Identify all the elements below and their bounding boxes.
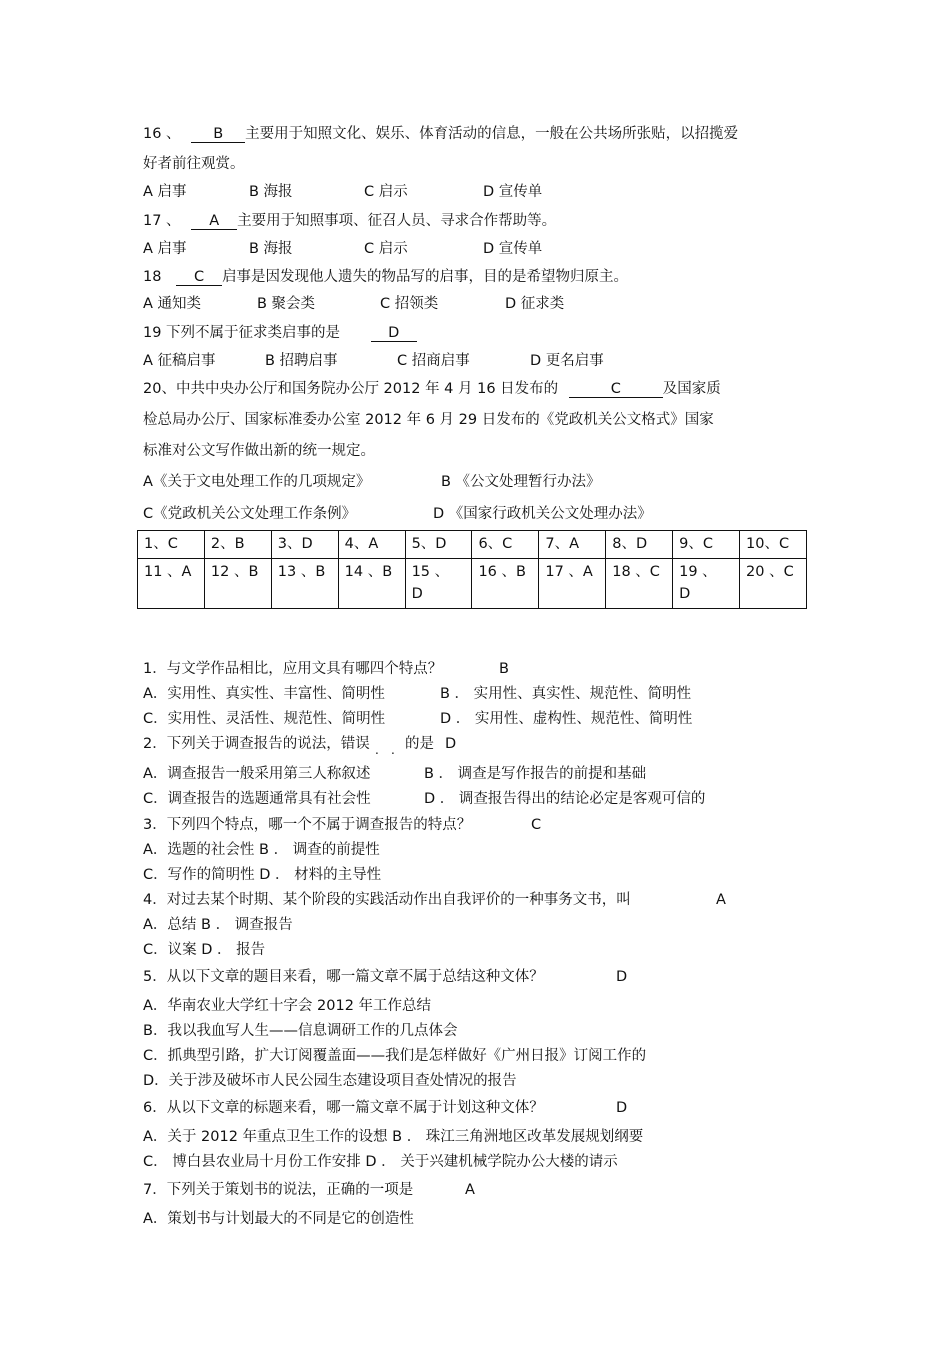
question-17 xyxy=(143,212,556,230)
p2-question-5-option-d: D．关于涉及破坏市人民公园生态建设项目查处情况的报告 xyxy=(143,1073,517,1089)
option-c: C《党政机关公文处理工作条例》 xyxy=(143,506,357,522)
option-c: C 启示 xyxy=(364,184,408,200)
answer-key-table xyxy=(137,530,807,609)
option-d: D 更名启事 xyxy=(530,353,604,369)
p2-question-1-options-ab xyxy=(143,685,843,705)
table-cell: 2、B xyxy=(204,531,271,559)
option-a: A 通知类 xyxy=(143,296,202,312)
table-row xyxy=(138,531,807,559)
option-d: D 征求类 xyxy=(505,296,565,312)
answer: D xyxy=(616,1100,628,1116)
p2-question-7-option-a: A．策划书与计划最大的不同是它的创造性 xyxy=(143,1211,414,1227)
table-cell: 4、A xyxy=(338,531,405,559)
p2-question-3-options-cd: C．写作的简明性 D ． 材料的主导性 xyxy=(143,867,382,883)
p2-question-3-options-ab: A．选题的社会性 B ． 调查的前提性 xyxy=(143,842,380,858)
question-text: 3．下列四个特点，哪一个不属于调查报告的特点？ xyxy=(143,817,472,833)
question-text-tail: 的是 xyxy=(405,736,434,752)
option-c: C 启示 xyxy=(364,241,408,257)
question-19 xyxy=(143,324,417,342)
answer: C xyxy=(531,817,542,833)
question-number: 18 xyxy=(143,269,162,285)
option-a: A 征稿启事 xyxy=(143,353,216,369)
question-text: 2．下列关于调查报告的说法，错误 xyxy=(143,736,370,752)
table-cell: 18 、C xyxy=(606,559,673,609)
question-20 xyxy=(143,380,721,398)
table-cell: 15 、 D xyxy=(405,559,472,609)
table-cell: 17 、A xyxy=(539,559,606,609)
answer: A xyxy=(465,1182,475,1198)
p2-question-5 xyxy=(143,968,843,988)
answer-blank: B xyxy=(191,126,245,143)
question-text: 主要用于知照事项、征召人员、寻求合作帮助等。 xyxy=(237,213,557,229)
p2-question-2 xyxy=(143,735,843,755)
question-number: 16 、 xyxy=(143,126,181,142)
p2-question-6-options-ab: A．关于 2012 年重点卫生工作的设想 B ． 珠江三角洲地区改革发展规划纲要 xyxy=(143,1129,644,1145)
answer-blank: C xyxy=(569,381,663,398)
question-17-options xyxy=(143,240,843,260)
option-d: D 《国家行政机关公文处理办法》 xyxy=(433,506,652,522)
option-a: A．实用性、真实性、丰富性、简明性 xyxy=(143,686,385,702)
question-18 xyxy=(143,268,628,286)
option-b: B 《公文处理暂行办法》 xyxy=(441,474,601,490)
table-cell: 11 、A xyxy=(138,559,205,609)
p2-question-4-options-cd: C．议案 D ． 报告 xyxy=(143,942,266,958)
table-cell: 1、C xyxy=(138,531,205,559)
answer-blank: D xyxy=(371,325,417,342)
option-a: A．调查报告一般采用第三人称叙述 xyxy=(143,766,371,782)
table-cell: 20 、C xyxy=(740,559,807,609)
question-text: 主要用于知照文化、娱乐、体育活动的信息，一般在公共场所张贴，以招揽爱 xyxy=(245,126,739,142)
question-text: 5．从以下文章的题目来看，哪一篇文章不属于总结这种文体？ xyxy=(143,969,544,985)
table-cell: 3、D xyxy=(271,531,338,559)
p2-question-5-option-b: B．我以我血写人生——信息调研工作的几点体会 xyxy=(143,1023,458,1039)
p2-question-1-options-cd xyxy=(143,710,843,730)
question-text: 启事是因发现他人遗失的物品写的启事，目的是希望物归原主。 xyxy=(222,269,629,285)
answer: A xyxy=(716,892,726,908)
option-d: D 宣传单 xyxy=(483,184,543,200)
answer: D xyxy=(445,736,457,752)
option-c: C．实用性、灵活性、规范性、简明性 xyxy=(143,711,386,727)
question-19-options xyxy=(143,352,843,372)
table-cell: 7、A xyxy=(539,531,606,559)
question-text: 19 下列不属于征求类启事的是 xyxy=(143,325,341,341)
p2-question-6 xyxy=(143,1099,843,1119)
p2-question-1 xyxy=(143,660,843,680)
option-c: C 招商启事 xyxy=(397,353,470,369)
option-b: B ． 实用性、真实性、规范性、简明性 xyxy=(440,686,692,702)
table-cell: 8、D xyxy=(606,531,673,559)
table-cell: 12 、B xyxy=(204,559,271,609)
option-b: B 海报 xyxy=(249,184,293,200)
question-number: 17 、 xyxy=(143,213,181,229)
option-c: C．调查报告的选题通常具有社会性 xyxy=(143,791,371,807)
question-20-line2: 检总局办公厅、国家标准委办公室 2012 年 6 月 29 日发布的《党政机关公文格式》国家 xyxy=(143,412,714,428)
table-cell: 13 、B xyxy=(271,559,338,609)
option-a: A《关于文电处理工作的几项规定》 xyxy=(143,474,371,490)
question-16-options xyxy=(143,183,843,203)
question-20-options-cd xyxy=(143,505,843,525)
question-text: 1．与文学作品相比，应用文具有哪四个特点？ xyxy=(143,661,443,677)
option-d: D ． 实用性、虚构性、规范性、简明性 xyxy=(440,711,693,727)
answer-blank: A xyxy=(191,213,237,230)
question-16-continuation: 好者前往观赏。 xyxy=(143,156,245,172)
option-b: B 海报 xyxy=(249,241,293,257)
p2-question-6-options-cd: C． 博白县农业局十月份工作安排 D ． 关于兴建机械学院办公大楼的请示 xyxy=(143,1154,618,1170)
p2-question-4-options-ab: A．总结 B ． 调查报告 xyxy=(143,917,293,933)
table-cell: 6、C xyxy=(472,531,539,559)
answer: B xyxy=(499,661,509,677)
answer-blank: C xyxy=(176,269,222,286)
answer: D xyxy=(616,969,628,985)
question-20-line3: 标准对公文写作做出新的统一规定。 xyxy=(143,443,375,459)
table-cell: 10、C xyxy=(740,531,807,559)
option-a: A 启事 xyxy=(143,184,187,200)
p2-question-2-options-ab xyxy=(143,765,843,785)
table-cell: 9、C xyxy=(673,531,740,559)
question-20-options-ab xyxy=(143,473,843,493)
table-cell: 19 、 D xyxy=(673,559,740,609)
table-cell: 5、D xyxy=(405,531,472,559)
p2-question-3 xyxy=(143,816,843,836)
p2-question-2-options-cd xyxy=(143,790,843,810)
emphasis-dot: . xyxy=(391,743,395,757)
p2-question-4 xyxy=(143,891,843,911)
p2-question-5-option-c: C．抓典型引路，扩大订阅覆盖面——我们是怎样做好《广州日报》订阅工作的 xyxy=(143,1048,647,1064)
question-text: 4．对过去某个时期、某个阶段的实践活动作出自我评价的一种事务文书，叫 xyxy=(143,892,631,908)
table-cell: 16 、B xyxy=(472,559,539,609)
option-d: D 宣传单 xyxy=(483,241,543,257)
option-c: C 招领类 xyxy=(380,296,439,312)
question-text: 20、中共中央办公厅和国务院办公厅 2012 年 4 月 16 日发布的 xyxy=(143,381,559,397)
question-text: 6．从以下文章的标题来看，哪一篇文章不属于计划这种文体？ xyxy=(143,1100,544,1116)
p2-question-7 xyxy=(143,1181,843,1201)
option-b: B 招聘启事 xyxy=(265,353,338,369)
table-row xyxy=(138,559,807,609)
option-b: B 聚会类 xyxy=(257,296,316,312)
option-b: B ． 调查是写作报告的前提和基础 xyxy=(424,766,647,782)
question-18-options xyxy=(143,295,843,315)
emphasis-dot: . xyxy=(375,743,379,757)
p2-question-5-option-a: A．华南农业大学红十字会 2012 年工作总结 xyxy=(143,998,432,1014)
table-cell: 14 、B xyxy=(338,559,405,609)
question-16 xyxy=(143,125,738,143)
option-d: D ． 调查报告得出的结论必定是客观可信的 xyxy=(424,791,706,807)
question-text: 7．下列关于策划书的说法，正确的一项是 xyxy=(143,1182,414,1198)
question-text-tail: 及国家质 xyxy=(662,381,721,397)
option-a: A 启事 xyxy=(143,241,187,257)
